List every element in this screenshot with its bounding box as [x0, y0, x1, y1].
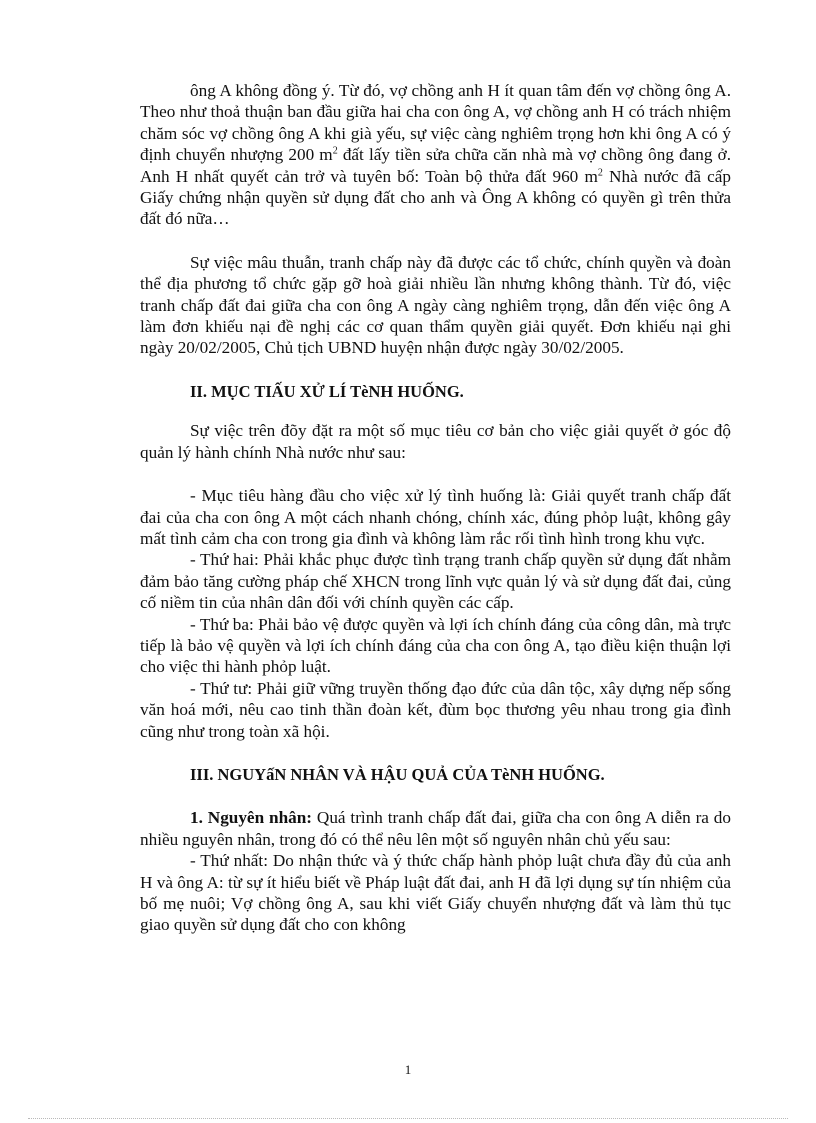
- spacer: [140, 785, 731, 807]
- objective-item-1: - Mục tiêu hàng đầu cho việc xử lý tình huống là: Giải quyết tranh chấp đất đai của cha con ông A một cách nhanh chóng, chính xác, đúng phỏp luật, không gây mất tình cảm cha con trong gia đình và không làm rắc rối tình hình trong khu vực.: [140, 486, 731, 548]
- spacer: [140, 742, 731, 764]
- paragraph-1: [140, 80, 731, 230]
- paragraph-causes: [140, 807, 731, 850]
- paragraph-1-text-a: ông A không đồng ý. Từ đó, vợ chồng anh H ít quan tâm đến vợ chồng ông A. Theo như thoả thuận ban đầu giữa hai cha con ông A, vợ chồng anh H có trách nhiệm chăm sóc vợ chồng ông A khi già yếu, sự việc càng nghiêm trọng hơn khi ông A có ý định chuyển nhượng 200 m: [140, 81, 731, 165]
- cause-item-1: - Thứ nhất: Do nhận thức và ý thức chấp hành phỏp luật chưa đầy đủ của anh H và ông A: từ sự ít hiểu biết về Pháp luật đất đai, anh H đã lợi dụng sự tín nhiệm của bố mẹ nuôi; Vợ chồng ông A, sau khi viết Giấy chuyển nhượng đất và làm thủ tục giao quyền sử dụng đất cho con không: [140, 851, 731, 935]
- page-number: 1: [404, 1062, 412, 1077]
- objective-item-4: - Thứ tư: Phải giữ vững truyền thống đạo đức của dân tộc, xây dựng nếp sống văn hoá mới, nêu cao tinh thần đoàn kết, đùm bọc thương yêu nhau trong gia đình cũng như trong toàn xã hội.: [140, 678, 731, 741]
- paragraph-2: Sự việc mâu thuẫn, tranh chấp này đã được các tổ chức, chính quyền và đoàn thể địa phương tổ chức gặp gỡ hoà giải nhiều lần nhưng không thành. Từ đó, việc tranh chấp đất đai giữa cha con ông A ngày càng nghiêm trọng, dẫn đến việc ông A làm đơn khiếu nại đề nghị các cơ quan thẩm quyền giải quyết. Đơn khiếu nại ghi ngày 20/02/2005, Chủ tịch UBND huyện nhận được ngày 30/02/2005.: [140, 252, 731, 358]
- paragraph-1-text-c: Nhà nước đã cấp Giấy chứng nhận quyền sử dụng đất cho anh và Ông A không có quyền gì trên thửa đất đó nữa…: [140, 166, 731, 229]
- causes-text: Quá trình tranh chấp đất đai, giữa cha con ông A diễn ra do nhiều nguyên nhân, trong đó có thể nêu lên một số nguyên nhân chủ yếu sau:: [140, 808, 731, 849]
- paragraph-3: Sự việc trên đõy đặt ra một số mục tiêu cơ bản cho việc giải quyết ở góc độ quản lý hành chính Nhà nước như sau:: [140, 421, 731, 462]
- document-body: [140, 80, 731, 936]
- spacer: [140, 402, 731, 420]
- superscript-2: 2: [332, 145, 338, 157]
- objective-item-2: - Thứ hai: Phải khắc phục được tình trạng tranh chấp quyền sử dụng đất nhằm đảm bảo tăng cường pháp chế XHCN trong lĩnh vực quản lý và sử dụng đất đai, củng cố niềm tin của nhân dân đối với chính quyền các cấp.: [140, 550, 731, 613]
- spacer: [140, 359, 731, 381]
- section-heading-2: II. MỤC TIẤU XỬ LÍ TèNH HUỐNG.: [190, 381, 464, 401]
- section-heading-3: III. NGUYấN NHÂN VÀ HẬU QUẢ CỦA TèNH HUỐNG.: [190, 764, 605, 784]
- spacer: [140, 230, 731, 252]
- page-bottom-divider: [28, 1118, 788, 1119]
- causes-label: 1. Nguyên nhân:: [190, 808, 313, 828]
- objective-item-3: - Thứ ba: Phải bảo vệ được quyền và lợi ích chính đáng của công dân, mà trực tiếp là bảo vệ quyền và lợi ích chính đáng của cha con ông A, tạo điều kiện thuận lợi cho việc thi hành phỏp luật.: [140, 614, 731, 677]
- paragraph-1-text-b: đất lấy tiền sửa chữa căn nhà mà vợ chồng ông đang ở. Anh H nhất quyết cản trở và tuyên bố: Toàn bộ thửa đất 960 m: [140, 145, 731, 186]
- spacer: [140, 463, 731, 485]
- superscript-2: 2: [597, 166, 603, 178]
